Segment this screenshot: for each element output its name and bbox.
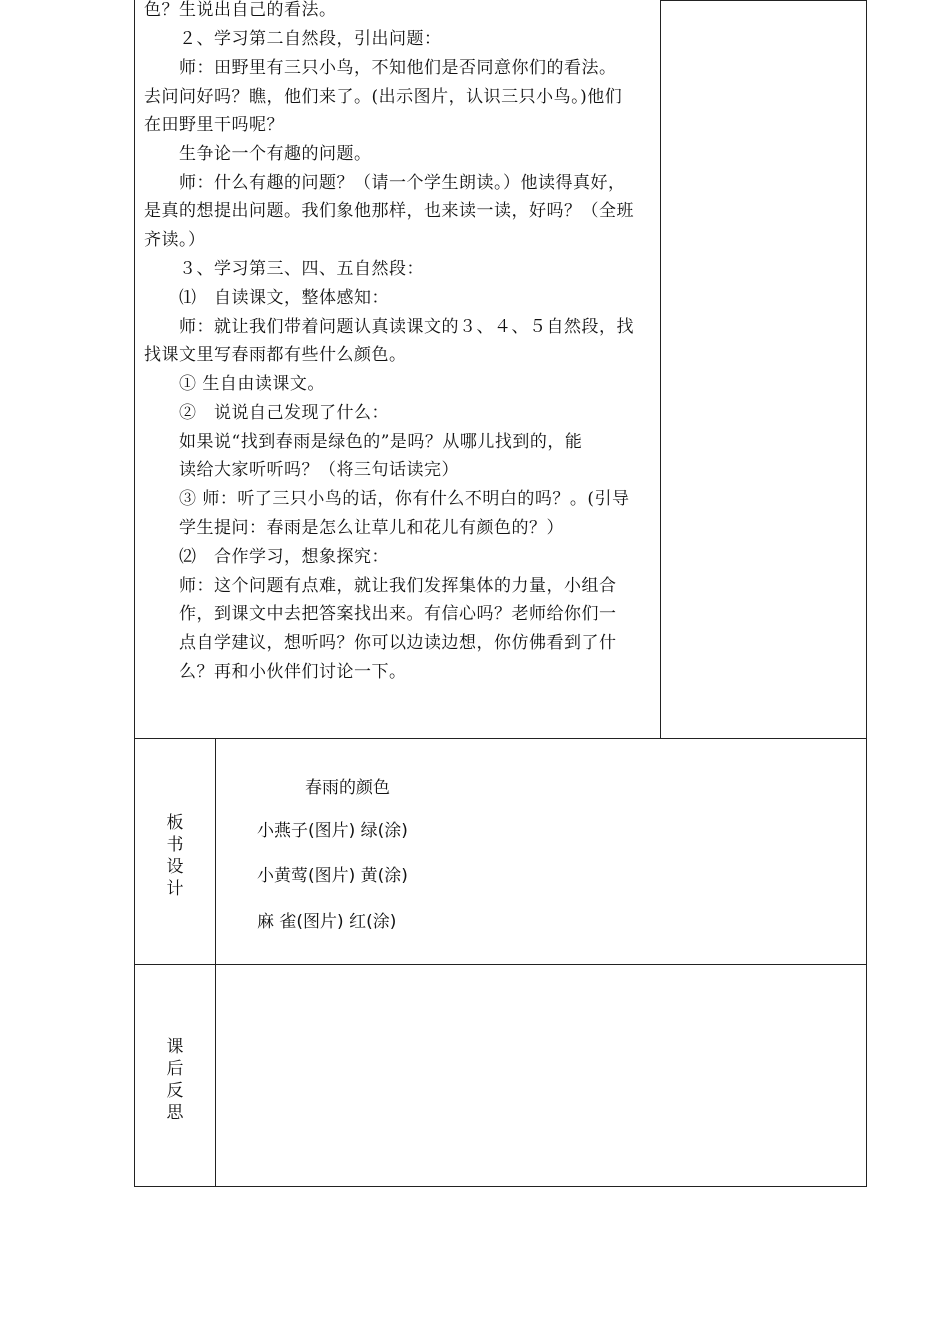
table-left-border	[134, 0, 135, 1187]
table-top-border	[660, 0, 867, 1]
board-row: 小黄莺(图片) 黄(涂)	[257, 866, 408, 886]
label-char: 板	[166, 813, 184, 833]
text-line: 去问问好吗？瞧，他们来了。(出示图片，认识三只小鸟。)他们	[144, 87, 623, 107]
text-line: 生争论一个有趣的问题。	[144, 144, 372, 164]
text-line: 如果说“找到春雨是绿色的”是吗？从哪儿找到的，能	[144, 432, 583, 452]
text-line: 是真的想提出问题。我们象他那样，也来读一读，好吗？（全班	[144, 201, 634, 221]
text-line: 找课文里写春雨都有些什么颜色。	[144, 345, 407, 365]
text-line: 齐读。）	[144, 230, 206, 250]
text-line: ③ 师：听了三只小鸟的话，你有什么不明白的吗？。(引导	[144, 489, 630, 509]
label-char: 思	[166, 1103, 184, 1123]
row-divider-board	[134, 738, 867, 739]
board-title: 春雨的颜色	[305, 778, 390, 798]
text-line: ２、学习第二自然段，引出问题：	[144, 29, 442, 49]
text-line: 师：田野里有三只小鸟，不知他们是否同意你们的看法。	[144, 58, 617, 78]
label-char: 反	[166, 1081, 184, 1101]
text-line: 么？再和小伙伴们讨论一下。	[144, 662, 407, 682]
reflection-content-area[interactable]	[216, 965, 866, 1186]
text-line: 作，到课文中去把答案找出来。有信心吗？老师给你们一	[144, 604, 617, 624]
board-row: 小燕子(图片) 绿(涂)	[257, 821, 408, 841]
label-char: 书	[166, 835, 184, 855]
label-char: 设	[166, 857, 184, 877]
label-char: 计	[166, 879, 184, 899]
table-right-border	[866, 0, 867, 1187]
reflection-label	[161, 1036, 189, 1124]
text-line: 学生提问：春雨是怎么让草儿和花儿有颜色的？）	[144, 518, 564, 538]
text-line: ⑴ 自读课文，整体感知：	[144, 288, 389, 308]
column-divider-notes	[660, 0, 661, 739]
label-char: 后	[166, 1059, 184, 1079]
board-design-label	[161, 812, 189, 900]
label-char: 课	[166, 1037, 184, 1057]
text-line: ３、学习第三、四、五自然段：	[144, 259, 424, 279]
text-line: 点自学建议，想听吗？你可以边读边想，你仿佛看到了什	[144, 633, 617, 653]
text-line: 读给大家听听吗？（将三句话读完）	[144, 460, 459, 480]
text-line: 师：这个问题有点难，就让我们发挥集体的力量，小组合	[144, 576, 617, 596]
table-bottom-border	[134, 1186, 867, 1187]
text-line: ① 生自由读课文。	[144, 374, 325, 394]
text-line: 在田野里干吗呢？	[144, 115, 284, 135]
text-line: 师：就让我们带着问题认真读课文的３、４、５自然段，找	[144, 317, 634, 337]
text-line: 师：什么有趣的问题？（请一个学生朗读。）他读得真好，	[144, 173, 626, 193]
text-line: ② 说说自己发现了什么：	[144, 403, 389, 423]
board-row: 麻 雀(图片) 红(涂)	[257, 912, 397, 932]
text-line: 色？生说出自己的看法。	[144, 0, 337, 20]
text-line: ⑵ 合作学习，想象探究：	[144, 547, 389, 567]
